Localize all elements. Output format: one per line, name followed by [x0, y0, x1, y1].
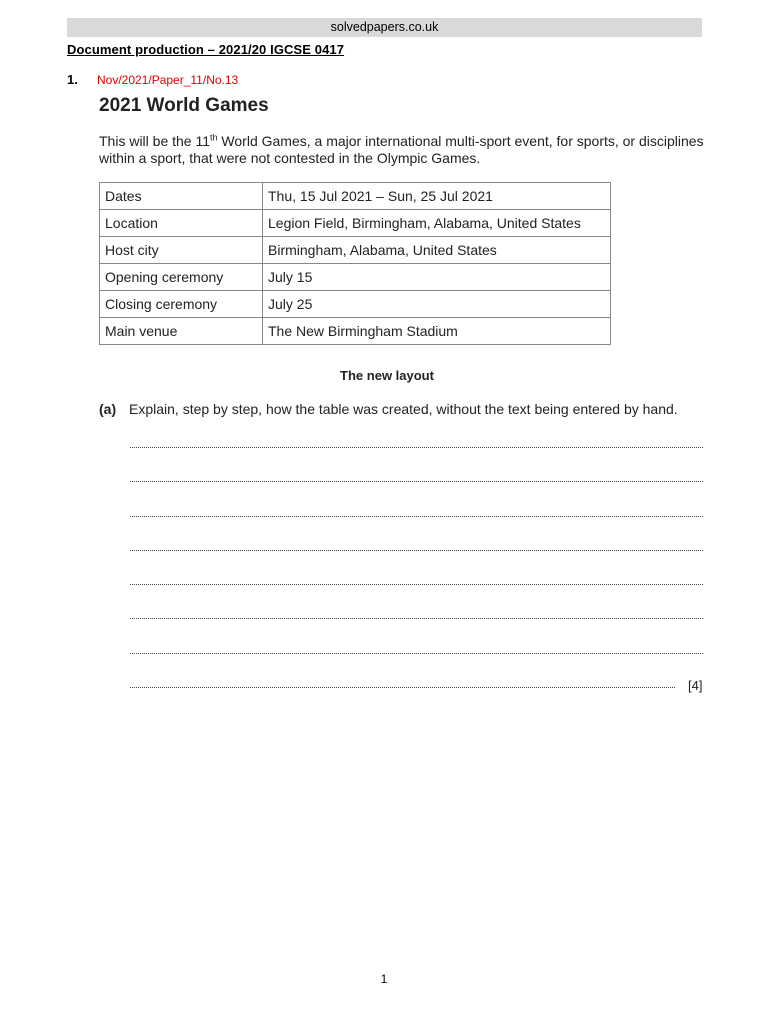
answer-line[interactable]: [130, 584, 703, 585]
article-title: 2021 World Games: [99, 95, 269, 116]
table-value-cell: July 25: [263, 291, 611, 318]
answer-line[interactable]: [130, 550, 703, 551]
answer-line[interactable]: [130, 618, 703, 619]
intro-text-start: This will be the 11: [99, 133, 211, 149]
table-row: [100, 210, 611, 237]
table-key-cell: Dates: [100, 183, 263, 210]
table-key-cell: Host city: [100, 237, 263, 264]
table-value-cell: Birmingham, Alabama, United States: [263, 237, 611, 264]
question-reference: Nov/2021/Paper_11/No.13: [97, 73, 239, 87]
answer-line[interactable]: [130, 653, 703, 654]
table-row: [100, 318, 611, 345]
intro-superscript: th: [210, 132, 218, 143]
table-row: [100, 291, 611, 318]
answer-line[interactable]: [130, 516, 703, 517]
table-value-cell: Thu, 15 Jul 2021 – Sun, 25 Jul 2021: [263, 183, 611, 210]
table-key-cell: Location: [100, 210, 263, 237]
table-row: [100, 237, 611, 264]
table-key-cell: Main venue: [100, 318, 263, 345]
table-value-cell: Legion Field, Birmingham, Alabama, United States: [263, 210, 611, 237]
layout-caption: The new layout: [340, 368, 434, 383]
answer-line[interactable]: [130, 687, 675, 688]
answer-line[interactable]: [130, 481, 703, 482]
table-row: [100, 264, 611, 291]
page-number: 1: [380, 972, 388, 986]
subquestion-text: Explain, step by step, how the table was created, without the text being entered by hand.: [129, 401, 678, 417]
marks-label: [4]: [688, 678, 703, 693]
world-games-info-table: [99, 182, 611, 345]
intro-paragraph: [99, 133, 714, 167]
answer-line[interactable]: [130, 447, 703, 448]
question-number: 1.: [67, 72, 78, 87]
document-heading: Document production – 2021/20 IGCSE 0417: [67, 42, 345, 57]
table-row: [100, 183, 611, 210]
intro-text-end: World Games, a major international multi-sport event, for sports, or disciplines within a sport, that were not contested in the Olympic Games.: [99, 133, 704, 166]
subquestion-label: (a): [99, 401, 117, 417]
table-key-cell: Opening ceremony: [100, 264, 263, 291]
site-banner: solvedpapers.co.uk: [67, 18, 702, 37]
table-key-cell: Closing ceremony: [100, 291, 263, 318]
table-value-cell: The New Birmingham Stadium: [263, 318, 611, 345]
table-value-cell: July 15: [263, 264, 611, 291]
